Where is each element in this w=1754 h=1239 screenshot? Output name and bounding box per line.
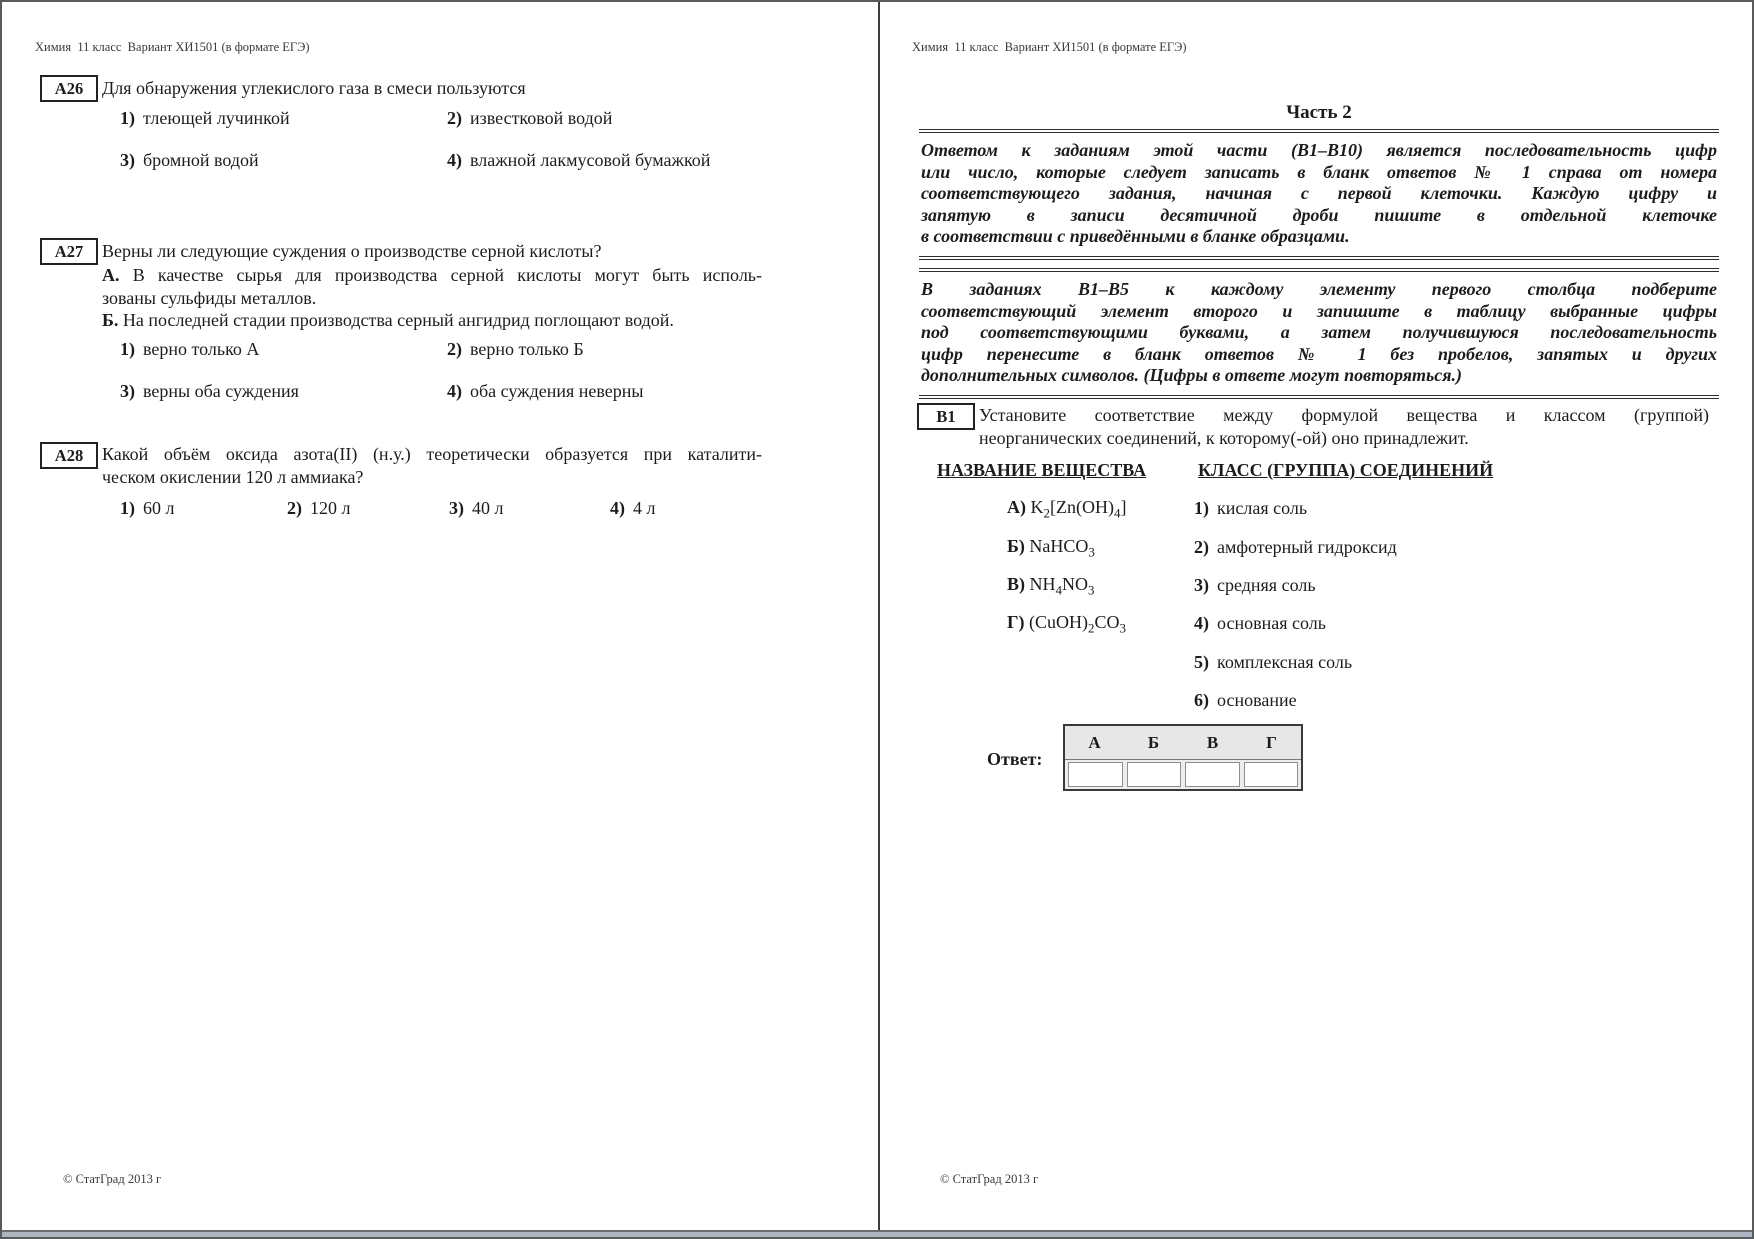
statement-b-text: На последней стадии производства серный ангидрид поглощают водой. xyxy=(122,310,674,330)
option-text: верно только Б xyxy=(470,339,584,359)
page-footer-left: © СтатГрад 2013 г xyxy=(63,1172,162,1186)
option-text: верно только А xyxy=(143,339,260,359)
option-number: 4) xyxy=(447,150,462,170)
question-a27-line: Верны ли следующие суждения о производстве серной кислоты? xyxy=(102,241,602,261)
option-number: 2) xyxy=(447,339,462,359)
question-number-box-a26 xyxy=(40,75,98,102)
instruction-line: или число, которые следует записать в бланк ответов № 1 справа от номера xyxy=(921,161,1717,182)
option-number: 3) xyxy=(449,498,464,518)
class-number: 1) xyxy=(1194,498,1209,518)
option-a26-4 xyxy=(447,150,710,171)
statement-a-text: В качестве сырья для производства серной кислоты могут быть исполь- xyxy=(132,265,763,285)
option-text: тлеющей лучинкой xyxy=(143,108,290,128)
option-a26-2 xyxy=(447,108,612,129)
option-number: 2) xyxy=(287,498,302,518)
option-a27-2 xyxy=(447,339,584,360)
answer-grid-header xyxy=(1065,726,1301,760)
statement-a-label: А. xyxy=(102,265,120,285)
option-a27-3 xyxy=(120,381,299,402)
question-b1-line2: неорганических соединений, к которому(-ой) оно принадлежит. xyxy=(979,428,1469,448)
statement-a-line1 xyxy=(102,264,762,287)
instruction-line: Ответом к заданиям этой части (В1–В10) является последовательность цифр xyxy=(921,140,1717,160)
option-a27-4 xyxy=(447,381,644,402)
class-item-1 xyxy=(1194,498,1307,519)
answer-column-b: Б xyxy=(1147,732,1160,752)
scan-bottom-strip xyxy=(2,1232,1752,1237)
option-text: верны оба суждения xyxy=(143,381,299,401)
substance-label: Б) xyxy=(1007,536,1025,556)
option-a28-2 xyxy=(287,498,350,519)
answer-cell-g[interactable] xyxy=(1244,762,1299,787)
class-number: 6) xyxy=(1194,690,1209,710)
answer-cell-a[interactable] xyxy=(1068,762,1123,787)
question-number-label: А27 xyxy=(54,241,84,261)
option-number: 4) xyxy=(610,498,625,518)
class-number: 3) xyxy=(1194,575,1209,595)
option-text: известковой водой xyxy=(470,108,613,128)
statement-b-label: Б. xyxy=(102,310,119,330)
option-a27-1 xyxy=(120,339,259,360)
substance-formula: $(CuOH)_2CO_3$ xyxy=(1028,612,1126,636)
instruction-line: дополнительных символов. (Цифры в ответе могут повторяться.) xyxy=(921,365,1463,386)
option-text: влажной лакмусовой бумажкой xyxy=(470,150,711,170)
page-divider xyxy=(878,2,880,1237)
question-number-label: В1 xyxy=(936,406,956,426)
class-item-4 xyxy=(1194,613,1326,634)
substance-formula: NaHCO$_3$ xyxy=(1029,536,1095,560)
answer-cell-v[interactable] xyxy=(1185,762,1240,787)
column-header-substances: НАЗВАНИЕ ВЕЩЕСТВА xyxy=(937,460,1147,480)
question-a28-line1: Какой объём оксида азота(II) (н.у.) теоретически образуется при каталити- xyxy=(102,444,762,464)
option-text: оба суждения неверны xyxy=(470,381,644,401)
class-text: средняя соль xyxy=(1217,575,1316,595)
page-header-left: Химия 11 класс Вариант ХИ1501 (в формате ЕГЭ) xyxy=(35,40,310,54)
option-number: 1) xyxy=(120,339,135,359)
class-text: амфотерный гидроксид xyxy=(1217,537,1397,557)
instruction-box-2 xyxy=(919,268,1719,399)
option-text: 120 л xyxy=(310,498,351,518)
substance-label: В) xyxy=(1007,574,1025,594)
question-b1-line1: Установите соответствие между формулой вещества и классом (группой) xyxy=(979,405,1709,425)
answer-grid xyxy=(1063,724,1303,791)
statement-b-line xyxy=(102,309,762,332)
class-item-6 xyxy=(1194,690,1297,711)
question-number-box-a27 xyxy=(40,238,98,265)
option-number: 3) xyxy=(120,381,135,401)
option-a28-3 xyxy=(449,498,503,519)
substance-formula: $K_2[Zn(OH)_4]$ xyxy=(1030,497,1127,521)
option-number: 4) xyxy=(447,381,462,401)
question-a26-text: Для обнаружения углекислого газа в смеси пользуются xyxy=(102,78,526,98)
substance-row-b xyxy=(1007,536,1095,561)
option-number: 2) xyxy=(447,108,462,128)
class-number: 5) xyxy=(1194,652,1209,672)
substance-label: А) xyxy=(1007,497,1026,517)
page-footer-right: © СтатГрад 2013 г xyxy=(940,1172,1039,1186)
answer-label: Ответ: xyxy=(987,749,1043,769)
answer-column-v: В xyxy=(1206,732,1219,752)
option-text: 40 л xyxy=(472,498,504,518)
statement-a-line2: зованы сульфиды металлов. xyxy=(102,288,317,308)
class-number: 2) xyxy=(1194,537,1209,557)
option-text: бромной водой xyxy=(143,150,259,170)
substance-row-g xyxy=(1007,612,1126,637)
class-item-5 xyxy=(1194,652,1352,673)
option-text: 4 л xyxy=(633,498,656,518)
instruction-line: запятую в записи десятичной дроби пишите в отдельной клеточке xyxy=(921,204,1717,225)
answer-column-a: А xyxy=(1088,732,1101,752)
option-number: 3) xyxy=(120,150,135,170)
column-header-classes: КЛАСС (ГРУППА) СОЕДИНЕНИЙ xyxy=(1198,460,1494,480)
instruction-line: цифр перенесите в бланк ответов № 1 без пробелов, запятых и других xyxy=(921,343,1717,364)
instruction-box-1 xyxy=(919,129,1719,260)
instruction-line: под соответствующими буквами, а затем получившуюся последовательность xyxy=(921,322,1717,343)
option-number: 1) xyxy=(120,108,135,128)
instruction-line: соответствующего задания, начиная с первой клеточки. Каждую цифру и xyxy=(921,183,1717,204)
class-text: основание xyxy=(1217,690,1297,710)
question-number-box-b1 xyxy=(917,403,975,430)
class-text: комплексная соль xyxy=(1217,652,1353,672)
class-text: кислая соль xyxy=(1217,498,1308,518)
instruction-line: соответствующий элемент второго и запишите в таблицу выбранные цифры xyxy=(921,300,1717,321)
question-a27-text xyxy=(102,240,762,263)
option-a28-4 xyxy=(610,498,655,519)
option-number: 1) xyxy=(120,498,135,518)
question-number-label: А28 xyxy=(54,445,84,465)
option-text: 60 л xyxy=(143,498,175,518)
instruction-line: в соответствии с приведёнными в бланке образцами. xyxy=(921,226,1350,247)
question-number-box-a28 xyxy=(40,442,98,469)
part-title: Часть 2 xyxy=(1286,102,1352,123)
option-a28-1 xyxy=(120,498,174,519)
class-text: основная соль xyxy=(1217,613,1326,633)
instruction-line: В заданиях В1–В5 к каждому элементу первого столбца подберите xyxy=(921,279,1717,299)
substance-row-a xyxy=(1007,497,1126,522)
page-header-right: Химия 11 класс Вариант ХИ1501 (в формате ЕГЭ) xyxy=(912,40,1187,54)
answer-cell-b[interactable] xyxy=(1127,762,1182,787)
class-number: 4) xyxy=(1194,613,1209,633)
option-a26-3 xyxy=(120,150,259,171)
question-a28-line2: ческом окислении 120 л аммиака? xyxy=(102,467,364,487)
substance-label: Г) xyxy=(1007,612,1025,632)
class-item-2 xyxy=(1194,537,1397,558)
substance-formula: $NH_4NO_3$ xyxy=(1029,574,1095,598)
answer-grid-body xyxy=(1065,760,1301,789)
option-a26-1 xyxy=(120,108,290,129)
question-number-label: А26 xyxy=(54,78,84,98)
answer-column-g: Г xyxy=(1266,732,1277,752)
substance-row-v xyxy=(1007,574,1094,599)
class-item-3 xyxy=(1194,575,1316,596)
